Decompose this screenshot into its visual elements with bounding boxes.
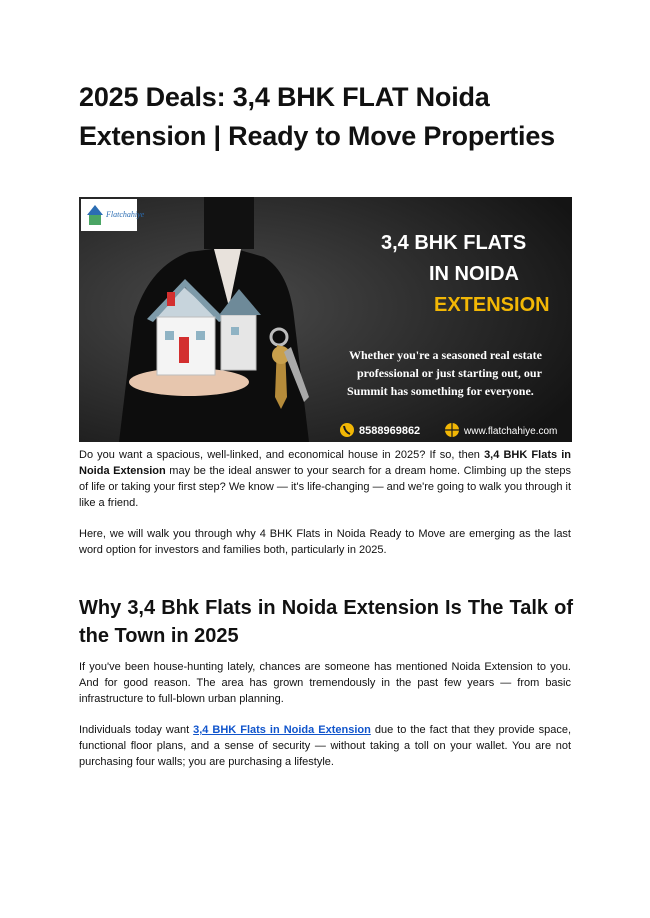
section-heading: Why 3,4 Bhk Flats in Noida Extension Is The Talk of the Town in 2025 [79,597,573,647]
intro-text: Do you want a spacious, well-linked, and economical house in 2025? If so, then [79,449,485,461]
banner-heading-line1: 3,4 BHK FLATS [381,232,527,254]
banner-tagline-line1: Whether you're a seasoned real estate [349,348,542,362]
phone-icon [340,423,354,437]
paragraph-3: If you've been house-hunting lately, chances are someone has mentioned Noida Extension to you. And for good reason. The area has grown tremendously in the past few years — from basic infrastructure to full-blown urban planning. [79,661,571,705]
paragraph-4 [79,722,571,770]
hero-banner-image [79,197,572,442]
banner-tagline-line2: professional or just starting out, our [357,366,542,380]
company-logo [81,199,145,231]
intro-bold-keyword: 3,4 BHK Flats in Noida Extension [79,449,572,477]
logo-text: Flatchahiye [106,210,145,219]
paragraph-4-text: Individuals today want [79,724,194,736]
noida-extension-flats-link[interactable]: 3,4 BHK Flats in Noida Extension [193,724,371,736]
paragraph-2: Here, we will walk you through why 4 BHK Flats in Noida Ready to Move are emerging as the last word option for investors and families both, particularly in 2025. [79,528,571,556]
banner-heading-line2: IN NOIDA [429,263,519,285]
page-title: 2025 Deals: 3,4 BHK FLAT Noida Extension | Ready to Move Properties [79,82,555,151]
intro-text-continued: may be the ideal answer to your search for a dream home. Climbing up the steps of life or taking your first step? We know — it's life-changing — and we're going to walk you through it like a friend. [79,465,572,509]
banner-heading-line3: EXTENSION [434,294,550,316]
banner-website: www.flatchahiye.com [464,426,558,437]
banner-tagline-line3: Summit has something for everyone. [347,384,534,398]
banner-phone: 8588969862 [359,425,421,437]
intro-paragraph [79,447,571,511]
paragraph-4-text-continued: due to the fact that they provide space, functional floor plans, and a sense of security — without taking a toll on your wallet. You are not purchasing four walls; you are purchasing a lifestyle. [79,724,571,768]
